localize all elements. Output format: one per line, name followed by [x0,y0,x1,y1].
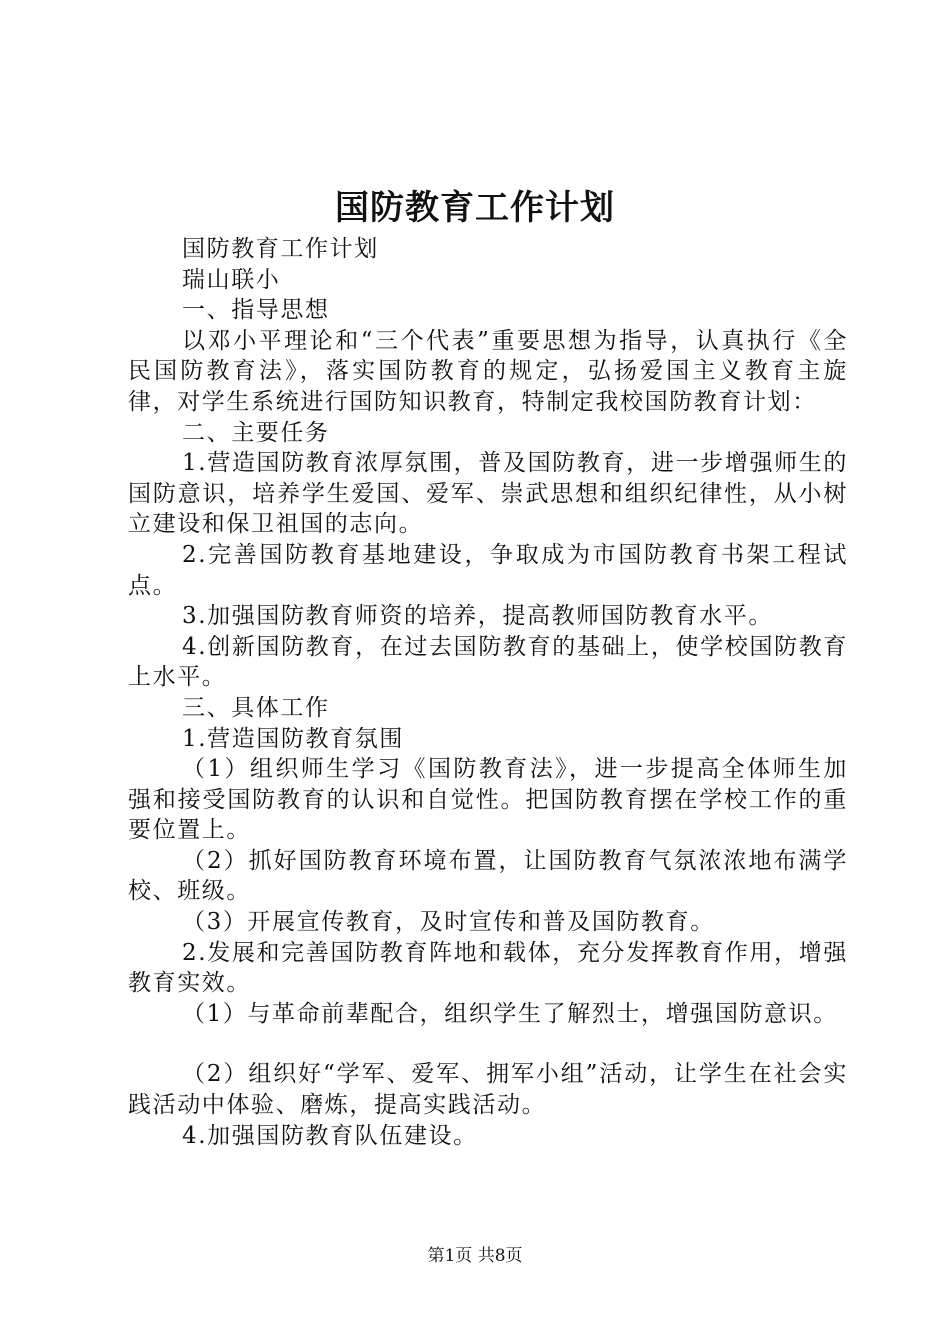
paragraph-work-1-item-2: （2）抓好国防教育环境布置，让国防教育气氛浓浓地布满学校、班级。 [128,847,848,905]
paragraph-task-3: 3.加强国防教育师资的培养，提高教师国防教育水平。 [182,603,773,630]
paragraph-work-4: 4.加强国防教育队伍建设。 [182,1122,478,1149]
paragraph-work-2: 2.发展和完善国防教育阵地和载体，充分发挥教育作用，增强教育实效。 [128,939,848,997]
paragraph-school-name: 瑞山联小 [182,266,281,293]
paragraph-work-2-item-2: （2）组织好“学军、爱军、拥军小组”活动，让学生在社会实践活动中体验、磨炼，提高实践活动。 [128,1061,848,1119]
document-title: 国防教育工作计划 [335,188,615,228]
paragraph-work-1-item-3: （3）开展宣传教育，及时宣传和普及国防教育。 [182,909,715,936]
paragraph-work-1-item-1: （1）组织师生学习《国防教育法》，进一步提高全体师生加强和接受国防教育的认识和自觉性。把国防教育摆在学校工作的重要位置上。 [128,756,848,844]
section-heading-guiding-thought: 一、指导思想 [182,297,330,324]
section-heading-main-tasks: 二、主要任务 [182,419,330,446]
page-number-footer: 第1页 共8页 [427,1246,523,1266]
section-heading-specific-work: 三、具体工作 [182,694,330,721]
paragraph-work-2-item-1: （1）与革命前辈配合，组织学生了解烈士，增强国防意识。 [182,1000,838,1027]
paragraph-task-1: 1.营造国防教育浓厚氛围，普及国防教育，进一步增强师生的国防意识，培养学生爱国、爱军、崇武思想和组织纪律性，从小树立建设和保卫祖国的志向。 [128,450,848,538]
paragraph-heading-repeat: 国防教育工作计划 [182,236,379,262]
document-body [128,234,848,1151]
paragraph-work-1: 1.营造国防教育氛围 [182,725,404,752]
paragraph-task-2: 2.完善国防教育基地建设，争取成为市国防教育书架工程试点。 [128,541,848,599]
paragraph-guiding-thought: 以邓小平理论和“三个代表”重要思想为指导，认真执行《全民国防教育法》，落实国防教育的规定，弘扬爱国主义教育主旋律，对学生系统进行国防知识教育，特制定我校国防教育计划： [128,327,848,415]
paragraph-task-4: 4.创新国防教育，在过去国防教育的基础上，使学校国防教育上水平。 [128,633,848,691]
